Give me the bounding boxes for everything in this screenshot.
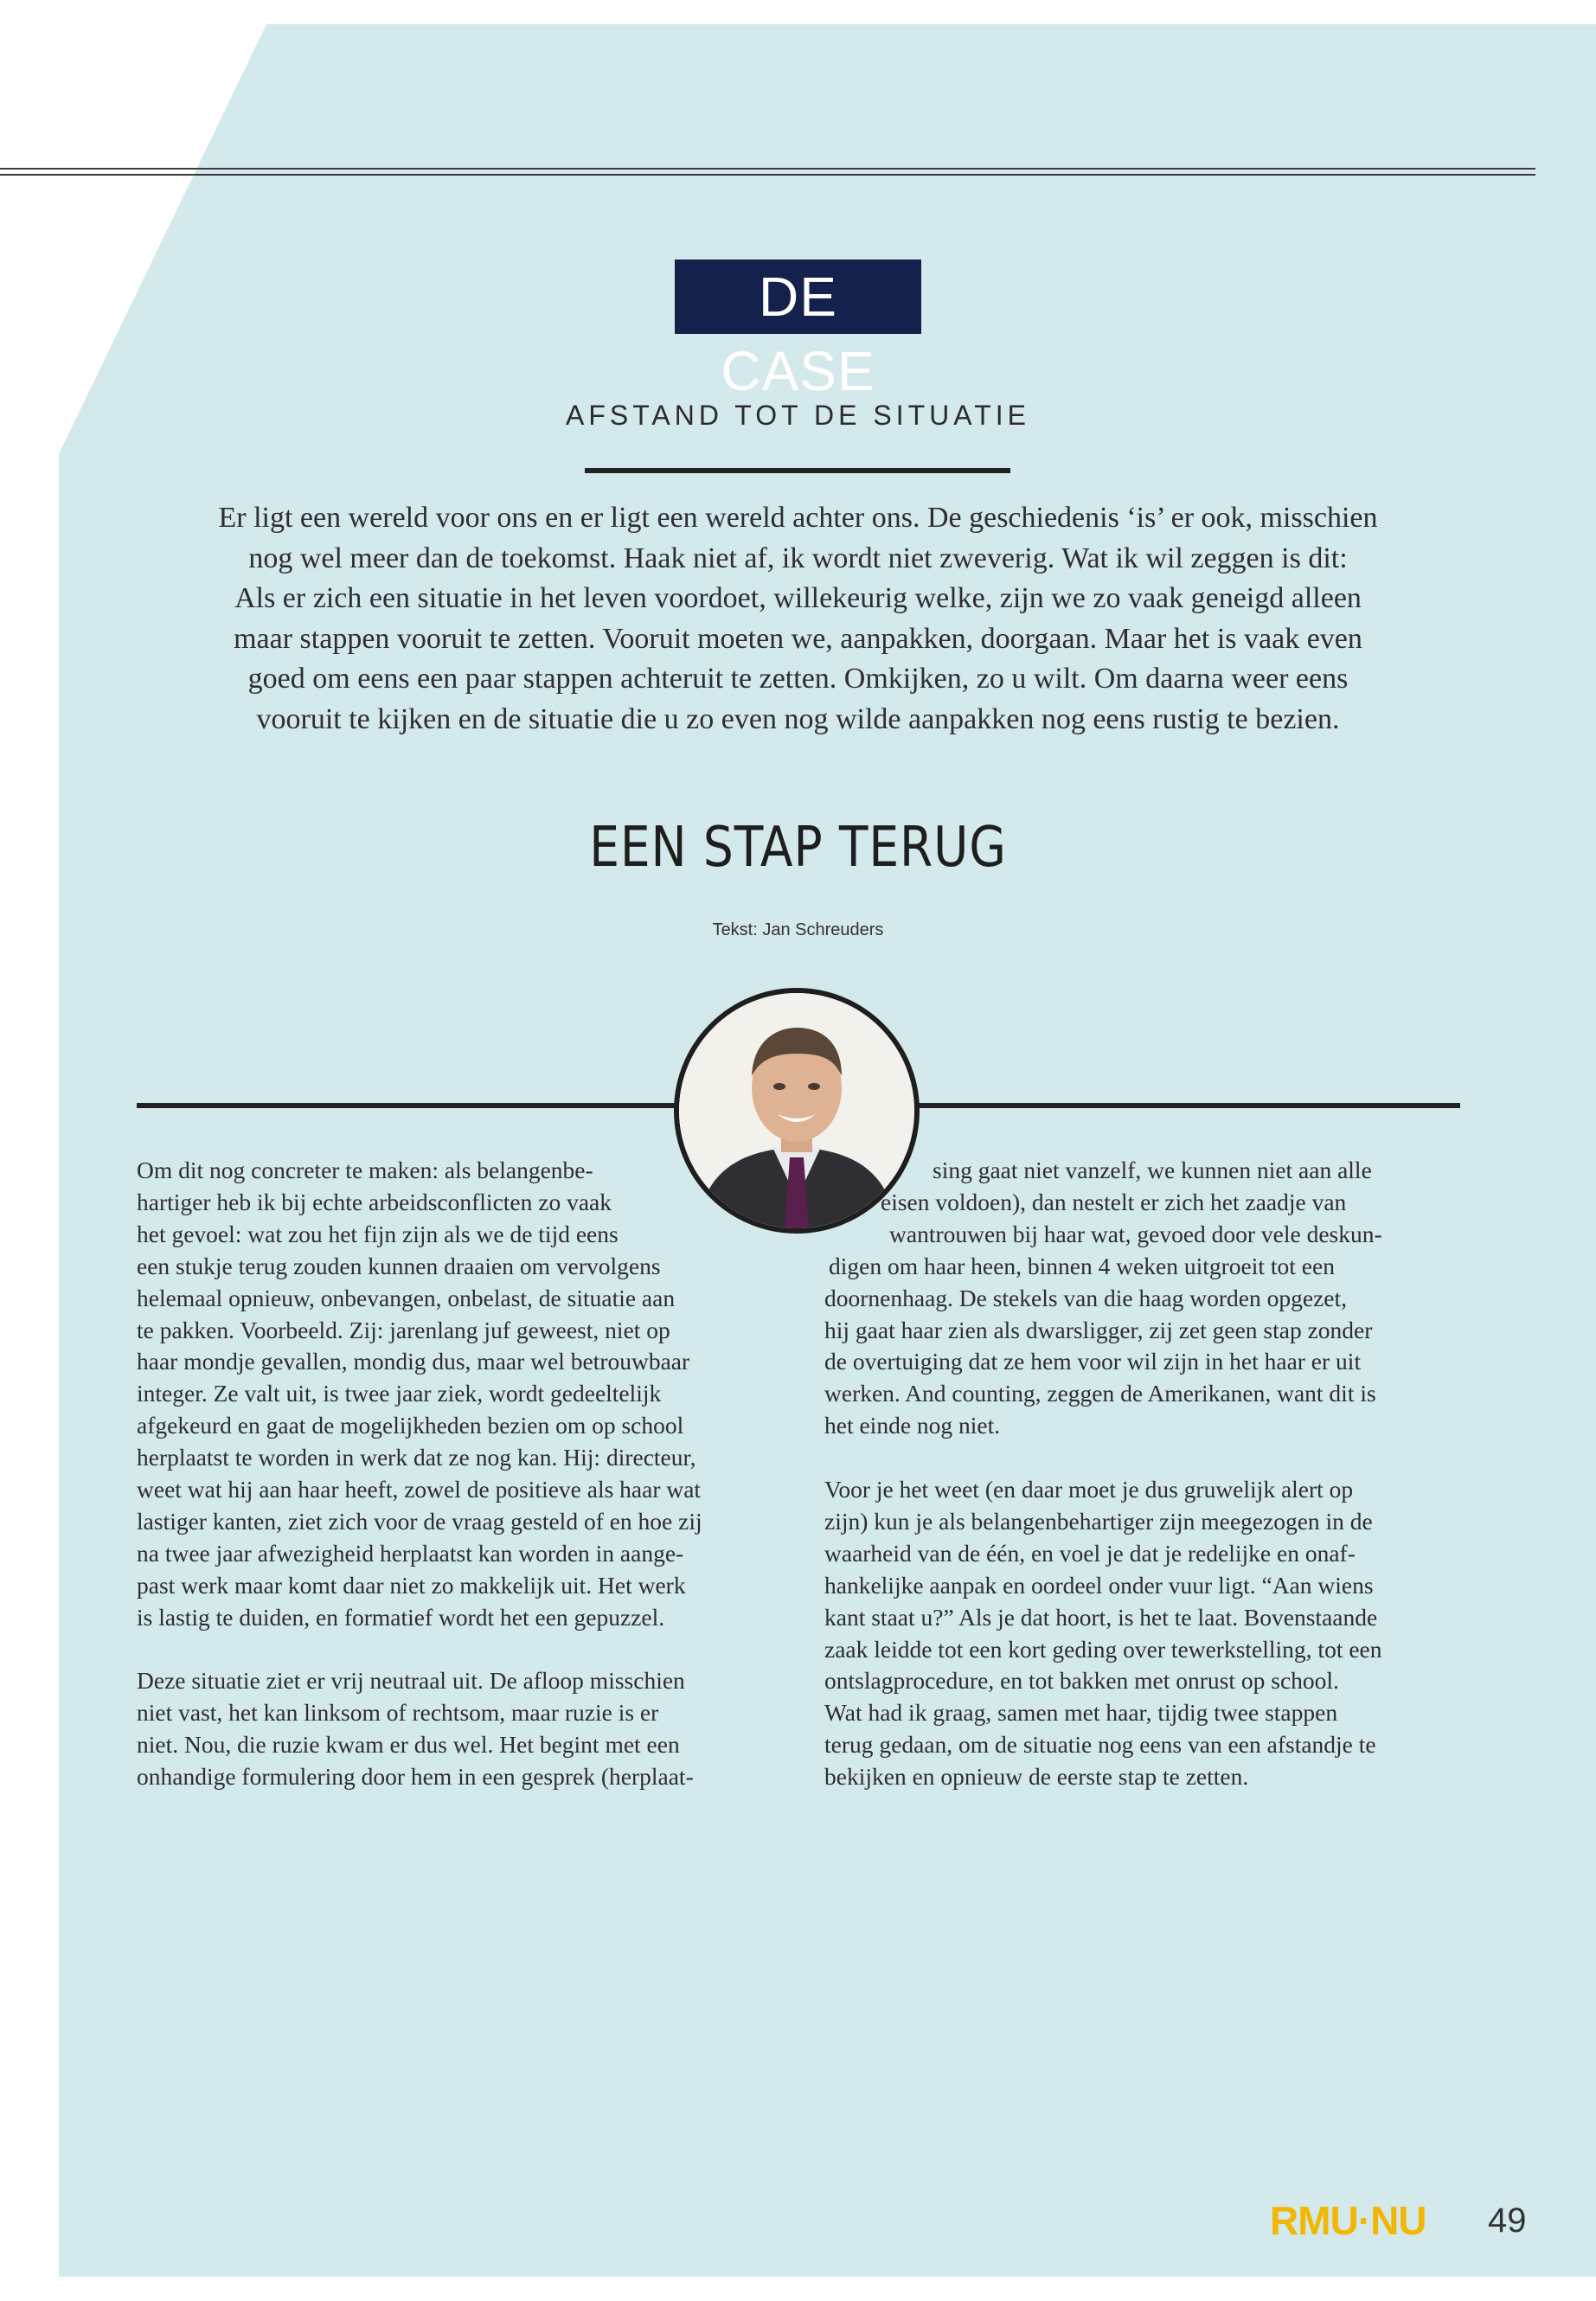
body-line: na twee jaar afwezigheid herplaatst kan worden in aange-: [137, 1539, 684, 1567]
body-line: te pakken. Voorbeeld. Zij: jarenlang juf geweest, niet op: [137, 1316, 670, 1343]
body-line: het einde nog niet.: [824, 1412, 1001, 1439]
body-line: doornenhaag. De stekels van die haag worden opgezet,: [824, 1284, 1348, 1311]
body-line: hartiger heb ik bij echte arbeidsconflicten zo vaak: [137, 1188, 612, 1215]
body-line: herplaatst te worden in werk dat ze nog kan. Hij: directeur,: [137, 1444, 696, 1471]
body-line: digen om haar heen, binnen 4 weken uitgroeit tot een: [829, 1252, 1335, 1279]
byline: Tekst: Jan Schreuders: [712, 920, 884, 939]
body-line: integer. Ze valt uit, is twee jaar ziek, wordt gedeeltelijk: [137, 1380, 662, 1407]
body-line: zijn) kun je als belangenbehartiger zijn meegezogen in de: [824, 1507, 1373, 1535]
body-line: weet wat hij aan haar heeft, zowel de positieve als haar wat: [137, 1476, 702, 1503]
right-divider: [913, 1103, 1460, 1108]
body-line: eisen voldoen), dan nestelt er zich het zaadje van: [881, 1188, 1347, 1215]
section-label: DE CASE: [675, 260, 921, 334]
body-line: niet vast, het kan linksom of rechtsom, maar ruzie is er: [137, 1699, 659, 1727]
intro-paragraph: [130, 498, 1466, 740]
kicker: AFSTAND TOT DE SITUATIE: [566, 400, 1030, 431]
paragraph-break: [137, 1634, 777, 1666]
article-headline: EEN STAP TERUG: [589, 816, 1007, 880]
body-line: onhandige formulering door hem in een gesprek (herplaat-: [137, 1763, 694, 1791]
body-line: werken. And counting, zeggen de Amerikanen, want dit is: [824, 1380, 1376, 1407]
top-rule-second: [0, 174, 1535, 176]
body-line: hankelijke aanpak en oordeel onder vuur ligt. “Aan wiens: [824, 1571, 1374, 1599]
article-column-left: [137, 1155, 777, 1793]
body-line: lastiger kanten, ziet zich voor de vraag gesteld of en hoe zij: [137, 1507, 702, 1535]
intro-line: nog wel meer dan de toekomst. Haak niet af, ik wordt niet zweverig. Wat ik wil zeggen is dit:: [248, 542, 1348, 574]
intro-line: Er ligt een wereld voor ons en er ligt een wereld achter ons. De geschiedenis ‘is’ er ook, misschien: [218, 502, 1378, 534]
body-line: Deze situatie ziet er vrij neutraal uit. De afloop misschien: [137, 1667, 685, 1695]
body-line: past werk maar komt daar niet zo makkelijk uit. Het werk: [137, 1571, 686, 1599]
page-number: 49: [1488, 2202, 1527, 2240]
body-line: helemaal opnieuw, onbevangen, onbelast, de situatie aan: [137, 1284, 676, 1311]
body-line: haar mondje gevallen, mondig dus, maar wel betrouwbaar: [137, 1348, 690, 1375]
body-line: terug gedaan, om de situatie nog eens van een afstandje te: [824, 1731, 1376, 1759]
body-line: wantrouwen bij haar wat, gevoed door vele deskun-: [889, 1220, 1382, 1247]
article-column-right: [824, 1155, 1465, 1793]
top-rule: [0, 168, 1535, 170]
body-line: zaak leidde tot een kort geding over tewerkstelling, tot een: [824, 1635, 1382, 1663]
body-line: is lastig te duiden, en formatief wordt het een gepuzzel.: [137, 1603, 665, 1631]
body-line: niet. Nou, die ruzie kwam er dus wel. Het begint met een: [137, 1731, 680, 1759]
body-line: Om dit nog concreter te maken: als belangenbe-: [137, 1157, 593, 1183]
body-line: het gevoel: wat zou het fijn zijn als we de tijd eens: [137, 1220, 619, 1247]
body-line: Voor je het weet (en daar moet je dus gruwelijk alert op: [824, 1476, 1354, 1503]
intro-line: maar stappen vooruit te zetten. Vooruit moeten we, aanpakken, doorgaan. Maar het is vaak even: [234, 622, 1362, 655]
publication-logo: RMU·NU: [1270, 2198, 1426, 2243]
body-line: kant staat u?” Als je dat hoort, is het te laat. Bovenstaande: [824, 1603, 1378, 1631]
body-line: bekijken en opnieuw de eerste stap te zetten.: [824, 1763, 1249, 1791]
intro-line: vooruit te kijken en de situatie die u zo even nog wilde aanpakken nog eens rustig te bezien.: [256, 702, 1340, 735]
intro-line: goed om eens een paar stappen achteruit te zetten. Omkijken, zo u wilt. Om daarna weer eens: [247, 663, 1349, 695]
body-line: afgekeurd en gaat de mogelijkheden bezien om op school: [137, 1412, 684, 1439]
body-line: hij gaat haar zien als dwarsligger, zij zet geen stap zonder: [824, 1316, 1373, 1343]
left-divider: [137, 1103, 682, 1108]
body-line: waarheid van de één, en voel je dat je redelijke en onaf-: [824, 1539, 1356, 1567]
body-line: Wat had ik graag, samen met haar, tijdig twee stappen: [824, 1699, 1338, 1727]
paragraph-break: [824, 1442, 1465, 1474]
body-line: een stukje terug zouden kunnen draaien om vervolgens: [137, 1252, 661, 1279]
intro-line: Als er zich een situatie in het leven voordoet, willekeurig welke, zijn we zo vaak geneigd alleen: [234, 582, 1362, 614]
kicker-divider: [585, 468, 1010, 473]
body-line: de overtuiging dat ze hem voor wil zijn in het haar er uit: [824, 1348, 1362, 1375]
body-line: ontslagprocedure, en tot bakken met onrust op school.: [824, 1667, 1339, 1695]
body-line: sing gaat niet vanzelf, we kunnen niet aan alle: [933, 1157, 1372, 1183]
